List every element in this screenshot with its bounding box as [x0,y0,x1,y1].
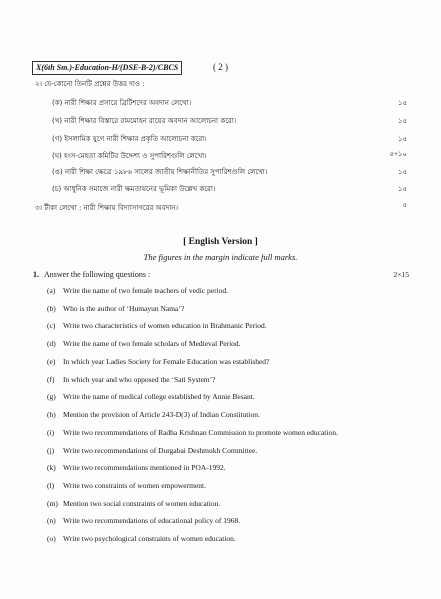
bengali-question-2-heading: ২। যে-কোনো তিনটি প্রশ্নের উত্তর দাও : [35,80,145,88]
english-version-title: [ English Version ] [183,237,258,247]
bengali-item-kha: (খ) নারী শিক্ষার বিস্তারে রামমোহন রায়ের অবদান আলোচনা করো। [52,117,237,125]
bengali-item-cha-mark: ১৫ [397,185,407,193]
bengali-item-ka: (ক) নারী শিক্ষার প্রসারে ব্রিটিশদের অবদান লেখো। [52,99,192,107]
question-item-b: (b) Who is the author of ‘Humayun Nama’? [47,304,185,313]
question-item-g: (g) Write the name of medical college established by Annie Besant. [47,392,255,401]
question-item-l: (l) Write two constraints of women empowerment. [47,481,206,490]
full-marks-note: The figures in the margin indicate full marks. [143,252,298,262]
bengali-item-ga-mark: ১৫ [397,135,407,143]
bengali-question-3-mark: ৫ [402,201,407,209]
bengali-item-gha-mark: ৫+১০ [389,150,407,158]
bengali-item-ga: (গ) ইসলামিক যুগে নারী শিক্ষার প্রকৃতি আলোচনা করো। [52,135,207,143]
paper-code-box: X(6th Sm.)-Education-H/(DSE-B-2)/CBCS [32,61,182,75]
question-1-heading [33,270,150,280]
bengali-item-ka-mark: ১৫ [397,99,407,107]
question-item-c: (c) Write two characteristics of women education in Brahmanic Period. [47,321,267,330]
bengali-item-umo-mark: ১৫ [397,168,407,176]
bengali-item-gha: (ঘ) হংস-মেহতা কমিটির উদ্দেশ্য ও সুপারিশগুলি লেখো। [52,152,207,160]
question-item-i: (i) Write two recommendations of Radha Krishnan Commission to promote women education. [47,428,338,437]
bengali-item-cha: (চ) আধুনিক সমাজে নারী ক্ষমতায়নের ভূমিকা উল্লেখ করো। [52,185,216,193]
question-item-o: (o) Write two psychological constraints of women education. [47,534,236,543]
question-item-f: (f) In which year and who opposed the ‘Sati System’? [47,375,216,384]
question-item-h: (h) Mention the provision of Article 243-D(3) of Indian Constitution. [47,410,260,419]
bengali-question-3: ৩। টীকা লেখো : নারী শিক্ষায় বিদ্যাসাগরের অবদান। [35,204,178,212]
question-item-n: (n) Write two recommendations of educational policy of 1968. [47,516,241,525]
question-item-j: (j) Write two recommendations of Durgabai Deshmukh Committee. [47,446,258,455]
page-header [32,61,412,75]
page-number: ( 2 ) [213,62,228,72]
question-1-text: Answer the following questions : [44,270,151,279]
question-1-mark: 2×15 [393,270,409,279]
question-item-k: (k) Write two recommendations mentioned in POA-1992. [47,463,226,472]
question-item-d: (d) Write the name of two female scholars of Medieval Period. [47,339,241,348]
question-1-number: 1. [33,270,39,279]
bengali-item-kha-mark: ১৫ [397,117,407,125]
question-item-a: (a) Write the name of two female teachers of vedic period. [47,286,229,295]
question-item-e: (e) In which year Ladies Society for Female Education was established? [47,357,270,366]
bengali-item-umo: (ঙ) নারী শিক্ষা ক্ষেত্রে ১৯৮৬ সালের জাতীয় শিক্ষানীতির সুপারিশগুলি লেখো। [52,168,268,176]
question-item-m: (m) Mention two social constraints of women education. [47,499,221,508]
